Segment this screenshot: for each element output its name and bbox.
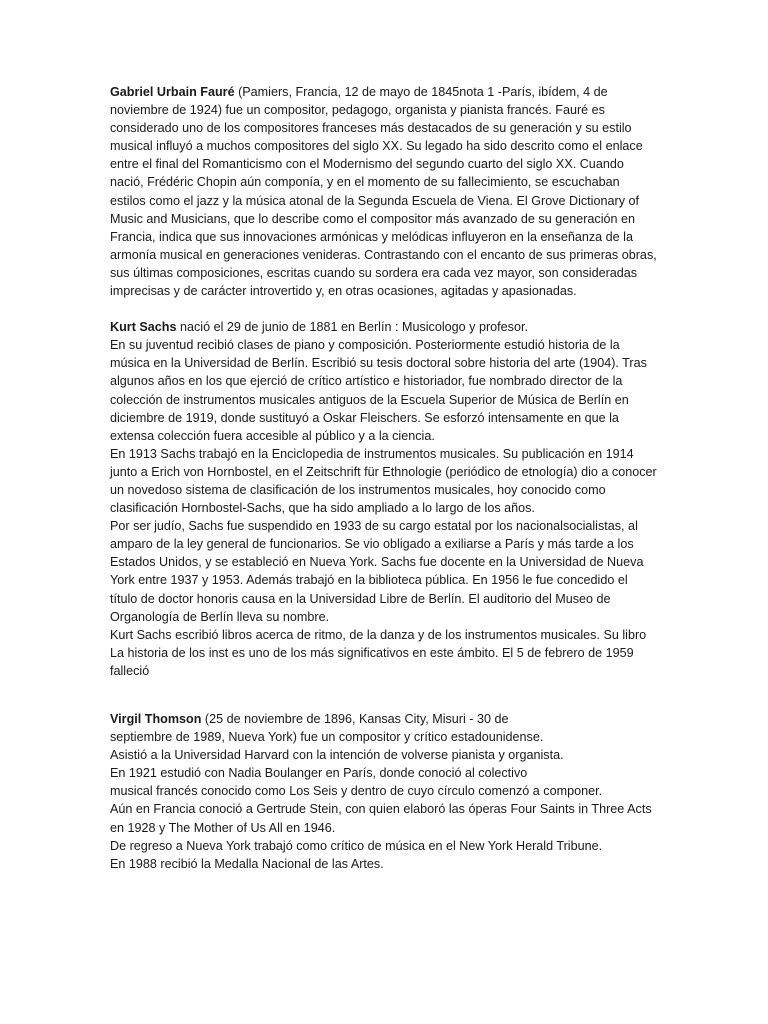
thomson-line: En 1988 recibió la Medalla Nacional de las Artes. xyxy=(110,856,384,871)
faure-biography xyxy=(110,83,658,300)
document-page xyxy=(110,83,658,873)
sachs-intro: nació el 29 de junio de 1881 en Berlín : Musicologo y profesor. xyxy=(176,320,528,335)
thomson-intro-line xyxy=(110,710,658,728)
sachs-intro-line xyxy=(110,318,658,336)
sachs-paragraph: En 1913 Sachs trabajó en la Enciclopedia de instrumentos musicales. Su publicación en 1914 junto a Erich von Hornbostel, en el Zeitschrift für Ethnologie (periódico de etnología) dio a conocer un novedoso sistema de clasificación de los instrumentos musicales, hoy conocido como clasificación Hornbostel-Sachs, que ha sido ampliado a lo largo de los años. xyxy=(110,446,657,516)
thomson-biography xyxy=(110,710,658,873)
sachs-paragraph: Kurt Sachs escribió libros acerca de ritmo, de la danza y de los instrumentos musicales. Su libro La historia de los inst es uno de los más significativos en este ámbito. El 5 de febrero de 1959 falleció xyxy=(110,627,647,678)
sachs-paragraph: En su juventud recibió clases de piano y composición. Posteriormente estudió historia de la música en la Universidad de Berlín. Escribió su tesis doctoral sobre historia del arte (1904). Tras algunos años en los que ejerció de crítico artístico e historiador, fue nombrado director de la colección de instrumentos musicales antiguos de la Escuela Superior de Música de Berlín en diciembre de 1919, donde sustituyó a Oskar Fleischers. Se esforzó intensamente en que la extensa colección fuera accesible al público y a la ciencia. xyxy=(110,338,647,443)
sachs-name: Kurt Sachs xyxy=(110,320,177,335)
thomson-line: Asistió a la Universidad Harvard con la intención de volverse pianista y organista. xyxy=(110,748,564,763)
sachs-biography xyxy=(110,318,658,680)
thomson-line: De regreso a Nueva York trabajó como crítico de música en el New York Herald Tribune. xyxy=(110,838,603,853)
thomson-name: Virgil Thomson xyxy=(110,712,202,726)
faure-name: Gabriel Urbain Fauré xyxy=(110,85,235,99)
sachs-paragraph: Por ser judío, Sachs fue suspendido en 1933 de su cargo estatal por los nacionalsocialistas, al amparo de la ley general de funcionarios. Se vio obligado a exiliarse a París y más tarde a los Estados Unidos, y se estableció en Nueva York. Sachs fue docente en la Universidad de Nueva York entre 1937 y 1953. Además trabajó en la biblioteca pública. En 1956 le fue concedido el título de doctor honoris causa en la Universidad Libre de Berlín. El auditorio del Museo de Organología de Berlín lleva su nombre. xyxy=(110,519,644,624)
faure-paragraph xyxy=(110,83,658,300)
thomson-intro: (25 de noviembre de 1896, Kansas City, Misuri - 30 de xyxy=(201,712,509,726)
thomson-line: septiembre de 1989, Nueva York) fue un compositor y crítico estadounidense. xyxy=(110,730,544,745)
thomson-line: musical francés conocido como Los Seis y dentro de cuyo círculo comenzó a componer. xyxy=(110,784,603,799)
thomson-line: En 1921 estudió con Nadia Boulanger en París, donde conoció al colectivo xyxy=(110,766,528,781)
thomson-line: Aún en Francia conoció a Gertrude Stein, con quien elaboró las óperas Four Saints in Three Acts en 1928 y The Mother of Us All en 1946. xyxy=(110,802,652,835)
faure-text: (Pamiers, Francia, 12 de mayo de 1845nota 1 -París, ibídem, 4 de noviembre de 1924) fue un compositor, pedagogo, organista y pianista francés. Fauré es considerado uno de los compositores franceses más destacados de su generación y su estilo musical influyó a muchos compositores del siglo XX. Su legado ha sido descrito como el enlace entre el final del Romanticismo con el Modernismo del segundo cuarto del siglo XX. Cuando nació, Frédéric Chopin aún componía, y en el momento de su fallecimiento, se escuchaban estilos como el jazz y la música atonal de la Segunda Escuela de Viena. El Grove Dictionary of Music and Musicians, que lo describe como el compositor más avanzado de su generación en Francia, indica que sus innovaciones armónicas y melódicas influyeron en la enseñanza de la armonía musical en generaciones venideras. Contrastando con el encanto de sus primeras obras, sus últimas composiciones, escritas cuando su sordera era cada vez mayor, son consideradas imprecisas y de carácter introvertido y, en otras ocasiones, agitadas y apasionadas. xyxy=(110,85,657,299)
